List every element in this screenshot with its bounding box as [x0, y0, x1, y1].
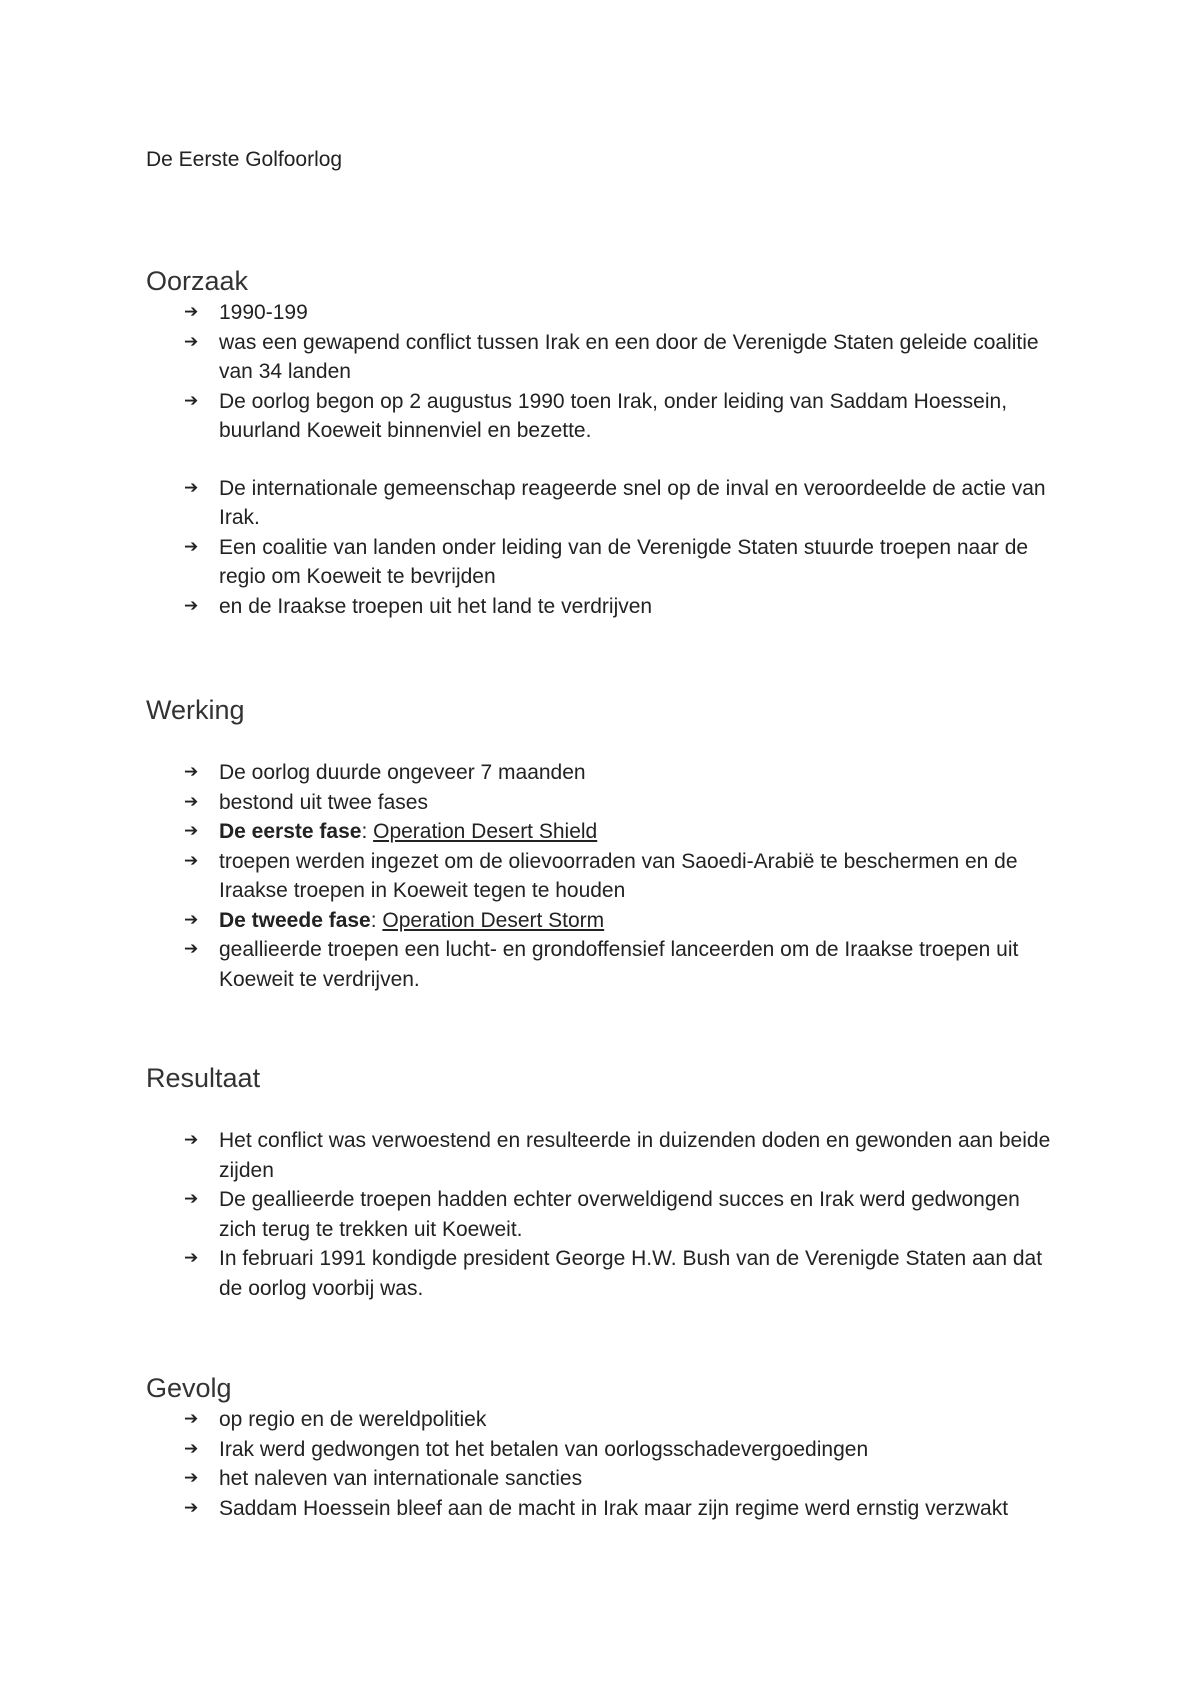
arrow-bullet-icon: ➔	[184, 1130, 199, 1150]
bullet-list-werking	[146, 758, 1066, 994]
list-item: ➔ Het conflict was verwoestend en resulteerde in duizenden doden en gewonden aan beide zijden	[146, 1126, 1066, 1185]
list-item: ➔ De eerste fase: Operation Desert Shield	[146, 817, 1066, 847]
section-werking	[146, 693, 1066, 994]
bullet-list-oorzaak	[146, 298, 1066, 621]
document-title: De Eerste Golfoorlog	[146, 148, 343, 171]
section-gevolg	[146, 1371, 1066, 1523]
arrow-bullet-icon: ➔	[184, 1248, 199, 1268]
list-item: ➔ De oorlog begon op 2 augustus 1990 toen Irak, onder leiding van Saddam Hoessein, buurland Koeweit binnenviel en bezette.	[146, 387, 1066, 446]
arrow-bullet-icon: ➔	[184, 909, 199, 930]
list-item: ➔ en de Iraakse troepen uit het land te verdrijven	[146, 592, 1066, 622]
section-heading-oorzaak: Oorzaak	[146, 266, 249, 296]
list-item: ➔ Een coalitie van landen onder leiding van de Verenigde Staten stuurde troepen naar de regio om Koeweit te bevrijden	[146, 533, 1066, 592]
list-item: ➔ De internationale gemeenschap reageerde snel op de inval en veroordeelde de actie van Irak.	[146, 474, 1066, 533]
list-item: ➔ De oorlog duurde ongeveer 7 maanden	[146, 758, 1066, 788]
arrow-bullet-icon: ➔	[184, 536, 199, 557]
operation-name: Operation Desert Shield	[373, 820, 598, 843]
arrow-bullet-icon: ➔	[184, 595, 199, 616]
arrow-bullet-icon: ➔	[184, 1438, 199, 1459]
list-spacer	[146, 446, 1066, 474]
section-heading-gevolg: Gevolg	[146, 1373, 232, 1403]
arrow-bullet-icon: ➔	[184, 302, 199, 322]
list-item: ➔ bestond uit twee fases	[146, 788, 1066, 818]
arrow-bullet-icon: ➔	[184, 1468, 199, 1488]
list-item: ➔ Saddam Hoessein bleef aan de macht in Irak maar zijn regime werd ernstig verzwakt	[146, 1494, 1066, 1524]
list-item: ➔ op regio en de wereldpolitiek	[146, 1405, 1066, 1435]
list-item: ➔ het naleven van internationale sancties	[146, 1464, 1066, 1494]
list-item: ➔ geallieerde troepen een lucht- en grondoffensief lanceerden om de Iraakse troepen uit Koeweit te verdrijven.	[146, 935, 1066, 994]
bullet-list-resultaat	[146, 1126, 1066, 1303]
phase-label: De tweede fase	[219, 908, 371, 932]
arrow-bullet-icon: ➔	[184, 390, 199, 411]
list-item: ➔ De tweede fase: Operation Desert Storm	[146, 906, 1066, 936]
arrow-bullet-icon: ➔	[184, 850, 199, 871]
operation-name: Operation Desert Storm	[382, 908, 605, 932]
arrow-bullet-icon: ➔	[184, 791, 199, 812]
list-item: ➔ troepen werden ingezet om de olievoorraden van Saoedi-Arabië te beschermen en de Iraakse troepen in Koeweit tegen te houden	[146, 847, 1066, 906]
bullet-list-gevolg	[146, 1405, 1066, 1523]
arrow-bullet-icon: ➔	[184, 939, 199, 959]
arrow-bullet-icon: ➔	[184, 477, 199, 498]
section-heading-resultaat: Resultaat	[146, 1063, 261, 1093]
arrow-bullet-icon: ➔	[184, 762, 199, 782]
list-item: ➔ In februari 1991 kondigde president George H.W. Bush van de Verenigde Staten aan dat de oorlog voorbij was.	[146, 1244, 1066, 1303]
section-oorzaak	[146, 264, 1066, 621]
list-item: ➔ Irak werd gedwongen tot het betalen van oorlogsschadevergoedingen	[146, 1435, 1066, 1465]
list-item: ➔ De geallieerde troepen hadden echter overweldigend succes en Irak werd gedwongen zich terug te trekken uit Koeweit.	[146, 1185, 1066, 1244]
list-item: ➔ was een gewapend conflict tussen Irak en een door de Verenigde Staten geleide coalitie van 34 landen	[146, 328, 1066, 387]
list-item: ➔ 1990-199	[146, 298, 1066, 328]
arrow-bullet-icon: ➔	[184, 1409, 199, 1429]
phase-label: De eerste fase	[219, 820, 362, 843]
arrow-bullet-icon: ➔	[184, 1497, 199, 1518]
section-resultaat	[146, 1061, 1066, 1303]
section-heading-werking: Werking	[146, 695, 245, 725]
arrow-bullet-icon: ➔	[184, 1189, 199, 1209]
arrow-bullet-icon: ➔	[184, 821, 199, 841]
arrow-bullet-icon: ➔	[184, 331, 199, 352]
